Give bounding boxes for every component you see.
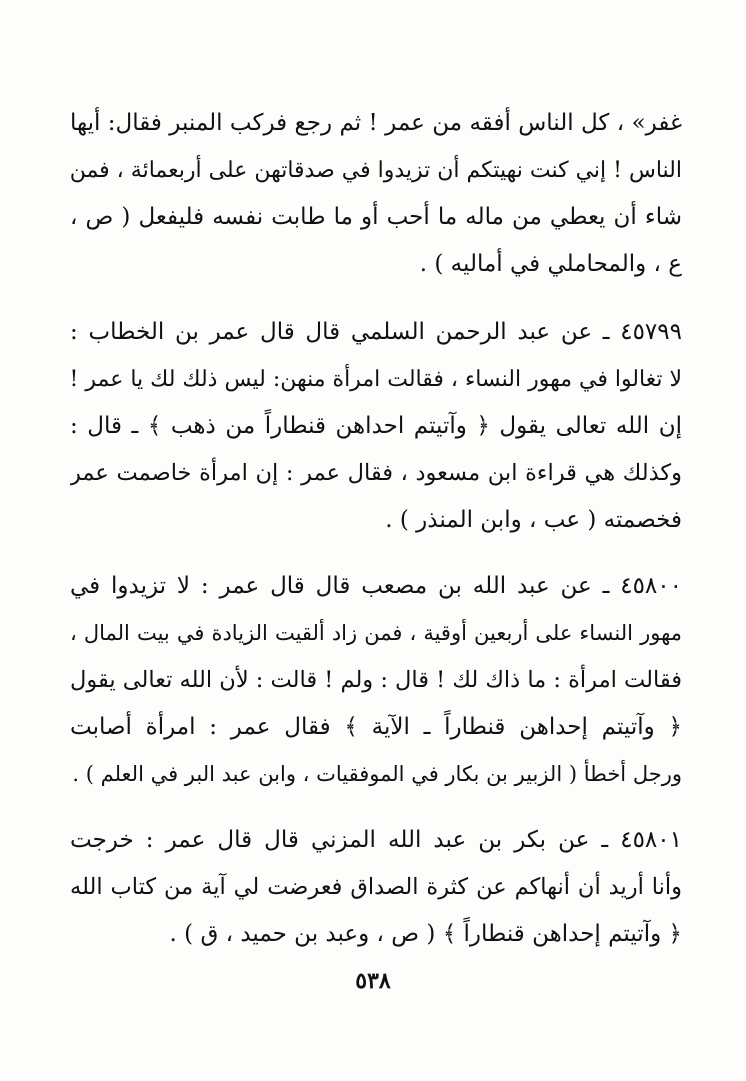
- page-number: ٥٣٨: [355, 968, 391, 994]
- text-line: لا تغالوا في مهور النساء ، فقالت امرأة منهن: ليس ذلك لك يا عمر !: [70, 367, 682, 392]
- hadith-45799: [70, 309, 682, 544]
- hadith-45800: [70, 563, 682, 798]
- text-line: مهور النساء على أربعين أوقية ، فمن زاد ألقيت الزيادة في بيت المال ،: [70, 621, 682, 645]
- text-line: فخصمته ( عب ، وابن المنذر ) .: [385, 507, 682, 533]
- hadith-45801: [70, 817, 682, 958]
- text-line: ﴿ وآتيتم إحداهن قنطاراً ـ الآية ﴾ فقال عمر : امرأة أصابت: [70, 714, 682, 740]
- paragraph-continuation: [70, 100, 682, 288]
- text-line: وأنا أريد أن أنهاكم عن كثرة الصداق فعرضت لي آية من كتاب الله: [70, 874, 682, 900]
- text-line: فقالت امرأة : ما ذاك لك ! قال : ولم ! قالت : لأن الله تعالى يقول: [70, 667, 682, 693]
- text-line: شاء أن يعطي من ماله ما أحب أو ما طابت نفسه فليفعل ( ص ،: [70, 204, 682, 230]
- text-line: إن الله تعالى يقول ﴿ وآتيتم احداهن قنطاراً من ذهب ﴾ ـ قال :: [70, 413, 682, 439]
- text-line: غفر» ، كل الناس أفقه من عمر ! ثم رجع فركب المنبر فقال: أيها: [70, 110, 682, 136]
- text-line: الناس ! إني كنت نهيتكم أن تزيدوا في صدقاتهن على أربعمائة ، فمن: [70, 158, 682, 183]
- text-line: ﴿ وآتيتم إحداهن قنطاراً ﴾ ( ص ، وعبد بن حميد ، ق ) .: [169, 921, 682, 947]
- text-line: ورجل أخطأ ( الزبير بن بكار في الموفقيات ، وابن عبد البر في العلم ) .: [72, 762, 682, 786]
- text-line: وكذلك هي قراءة ابن مسعود ، فقال عمر : إن امرأة خاصمت عمر: [70, 460, 682, 486]
- text-line: ع ، والمحاملي في أماليه ) .: [419, 251, 682, 277]
- text-line: ٤٥٨٠١ ـ عن بكر بن عبد الله المزني قال قال عمر : خرجت: [70, 827, 682, 853]
- text-line: ٤٥٨٠٠ ـ عن عبد الله بن مصعب قال قال عمر : لا تزيدوا في: [70, 573, 682, 599]
- text-line: ٤٥٧٩٩ ـ عن عبد الرحمن السلمي قال قال عمر بن الخطاب :: [70, 319, 682, 345]
